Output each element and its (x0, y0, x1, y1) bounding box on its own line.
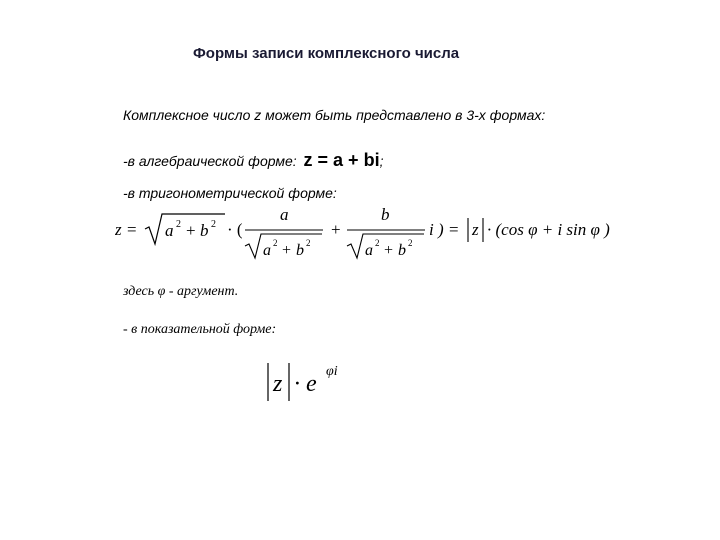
svg-text:a: a (263, 242, 271, 259)
exp-z: z (273, 371, 283, 397)
exp-formula (262, 355, 362, 405)
slide-title: Формы записи комплексного числа (193, 45, 460, 62)
trig-label: -в тригонометрической форме: (123, 185, 337, 201)
algebraic-line (123, 150, 383, 171)
frac1-numerator: a (280, 206, 289, 224)
trig-times-open: · ( (227, 220, 243, 239)
sqrt1-a-exp: 2 (176, 219, 181, 230)
trig-formula-svg (115, 206, 635, 266)
trig-z-abs: z (472, 220, 479, 239)
argument-note: здесь φ - аргумент. (123, 284, 239, 299)
frac2-numerator: b (381, 206, 390, 224)
sqrt1-a: a (165, 221, 174, 240)
trig-formula (115, 206, 635, 266)
sqrt-radical-1 (145, 214, 225, 244)
algebraic-label: -в алгебраической форме: (123, 153, 301, 169)
exp-exponent: φi (326, 364, 338, 379)
svg-text:2: 2 (273, 238, 278, 248)
algebraic-formula: z = a + bi (303, 150, 380, 170)
svg-text:2: 2 (375, 238, 380, 248)
sqrt-radical-3 (347, 234, 424, 259)
svg-text:2: 2 (408, 238, 413, 248)
trig-lhs: z = (115, 220, 138, 239)
sqrt1-b-exp: 2 (211, 219, 216, 230)
svg-text:b: b (296, 242, 304, 259)
exp-label: - в показательной форме: (123, 322, 277, 337)
svg-text:a: a (365, 242, 373, 259)
svg-text:2: 2 (306, 238, 311, 248)
svg-text:+: + (282, 242, 292, 259)
exp-dot-e: · e (294, 371, 317, 397)
svg-text:b: b (398, 242, 406, 259)
trig-plus: + (331, 220, 341, 239)
sqrt1-b: b (200, 221, 209, 240)
sqrt-radical-2 (245, 234, 322, 259)
svg-text:+: + (384, 242, 394, 259)
exp-formula-svg (262, 355, 362, 405)
intro-text: Комплексное число z может быть представлено в 3-х формах: (123, 107, 546, 123)
sqrt1-plus: + (186, 221, 196, 240)
algebraic-end: ; (379, 153, 384, 169)
trig-part: · (cos φ + i sin φ ) (487, 220, 610, 239)
trig-i-close: i ) = (429, 220, 460, 239)
